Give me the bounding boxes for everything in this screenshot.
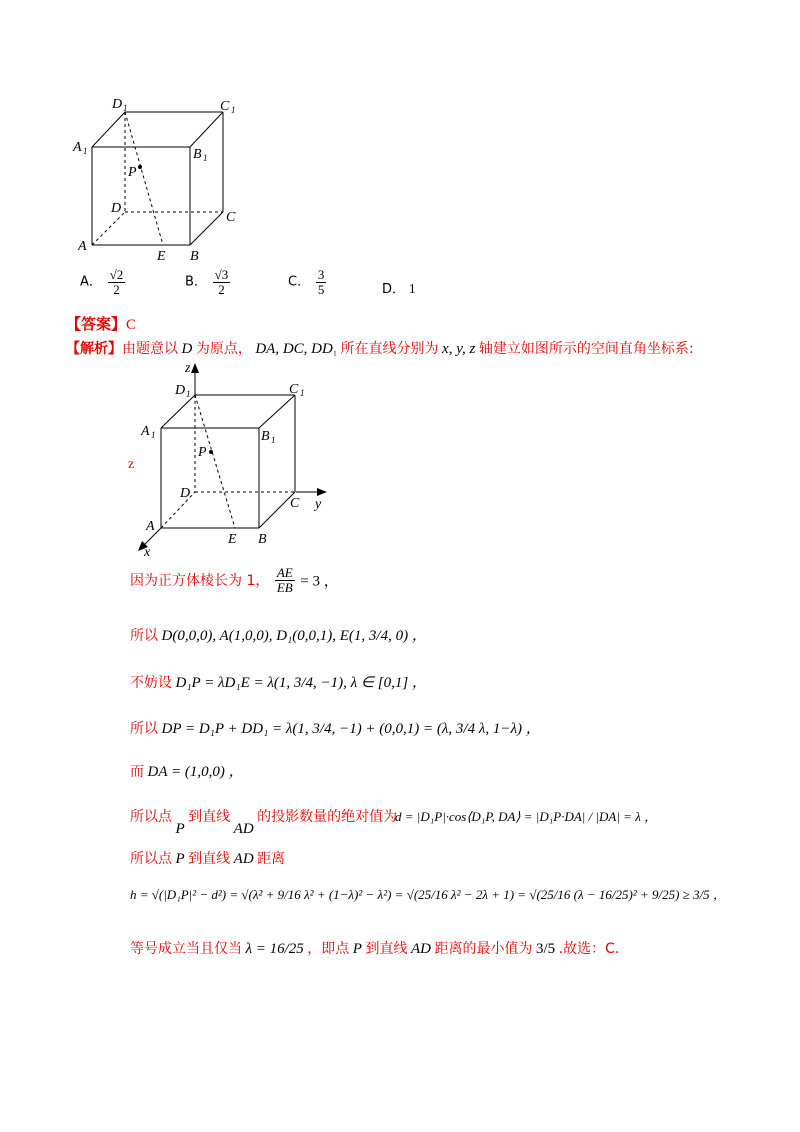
- svg-text:1: 1: [83, 146, 88, 156]
- axis-x-label: x: [144, 545, 151, 560]
- label-P: P: [198, 445, 207, 460]
- label-A: A: [78, 239, 87, 254]
- step-6-formula: d = |D₁P|·cos⟨D₁P, DA⟩ = |D₁P·DA| / |DA| = λ ，: [395, 809, 658, 824]
- svg-text:1: 1: [203, 153, 208, 163]
- svg-text:1: 1: [151, 430, 156, 440]
- option-b: B． $\frac{√3}{2}$: [185, 267, 229, 297]
- option-d: D． 1: [382, 282, 416, 297]
- label-P: P: [128, 165, 137, 180]
- step-8-formula: h = √(|D₁P|² − d²) = √(λ² + 9/16 λ² + (1−λ)² − λ²) = √(25/16 λ² − 2λ + 1) = √(25/16 (λ − 16/25)² + 9/25) ≥ 3/5 ，: [130, 887, 726, 902]
- axis-z-label: z: [185, 361, 191, 376]
- step-9: 等号成立当且仅当 λ = 16/25 ，即点 P 到直线 AD 距离的最小值为 3/5 .故选：C.: [130, 941, 620, 957]
- label-C: C: [226, 210, 236, 225]
- svg-text:1: 1: [300, 388, 305, 398]
- label-C1: C: [289, 382, 299, 397]
- label-B1: B: [261, 429, 270, 444]
- label-C: C: [290, 496, 300, 511]
- svg-text:1: 1: [231, 105, 236, 115]
- label-D1: D: [175, 383, 186, 398]
- step-2: 所以 D(0,0,0), A(1,0,0), D₁(0,0,1), E(1, 3/4, 0) ，: [130, 628, 427, 644]
- cube-figure-2: [125, 360, 345, 560]
- label-A1: A: [73, 140, 82, 155]
- label-E: E: [157, 249, 166, 264]
- svg-text:1: 1: [271, 435, 276, 445]
- axis-y-label: y: [315, 497, 322, 512]
- answer-tag: 【答案】: [66, 315, 127, 333]
- step-5: 而 DA = (1,0,0) ，: [130, 764, 244, 780]
- step-4: 所以 DP = D₁P + DD₁ = λ(1, 3/4, −1) + (0,0,1) = (λ, 3/4 λ, 1−λ) ，: [130, 721, 541, 737]
- label-A1: A: [141, 424, 150, 439]
- label-D1: D: [112, 97, 123, 112]
- label-E: E: [228, 532, 237, 547]
- label-D: D: [111, 201, 122, 216]
- label-B: B: [258, 532, 267, 547]
- side-mark-z: z: [128, 457, 135, 472]
- label-D: D: [180, 486, 191, 501]
- analysis-intro: 【解析】由题意以 D 为原点， DA, DC, DD₁ 所在直线分别为 x, y, z 轴建立如图所示的空间直角坐标系:: [66, 341, 694, 357]
- step-3: 不妨设 D₁P = λD₁E = λ(1, 3/4, −1), λ ∈ [0,1] ，: [130, 675, 427, 691]
- answer-line: [66, 313, 136, 334]
- step-6: 所以点 P 到直线 AD 的投影数量的绝对值为: [130, 809, 398, 837]
- svg-text:1: 1: [186, 389, 191, 399]
- svg-text:1: 1: [123, 103, 128, 113]
- answer-value: C: [126, 317, 137, 333]
- label-A: A: [146, 519, 155, 534]
- cube-figure-1: [60, 90, 260, 270]
- option-c: C． $\frac{3}{5}$: [288, 267, 325, 297]
- label-B: B: [190, 249, 199, 264]
- step-1: 因为正方体棱长为 1， $\frac{AE}{EB}$ = 3 ，: [130, 565, 339, 595]
- option-a: A． $\frac{√2}{2}$: [80, 267, 124, 297]
- label-B1: B: [193, 147, 202, 162]
- step-7: 所以点 P 到直线 AD 距离: [130, 851, 286, 867]
- label-C1: C: [220, 99, 230, 114]
